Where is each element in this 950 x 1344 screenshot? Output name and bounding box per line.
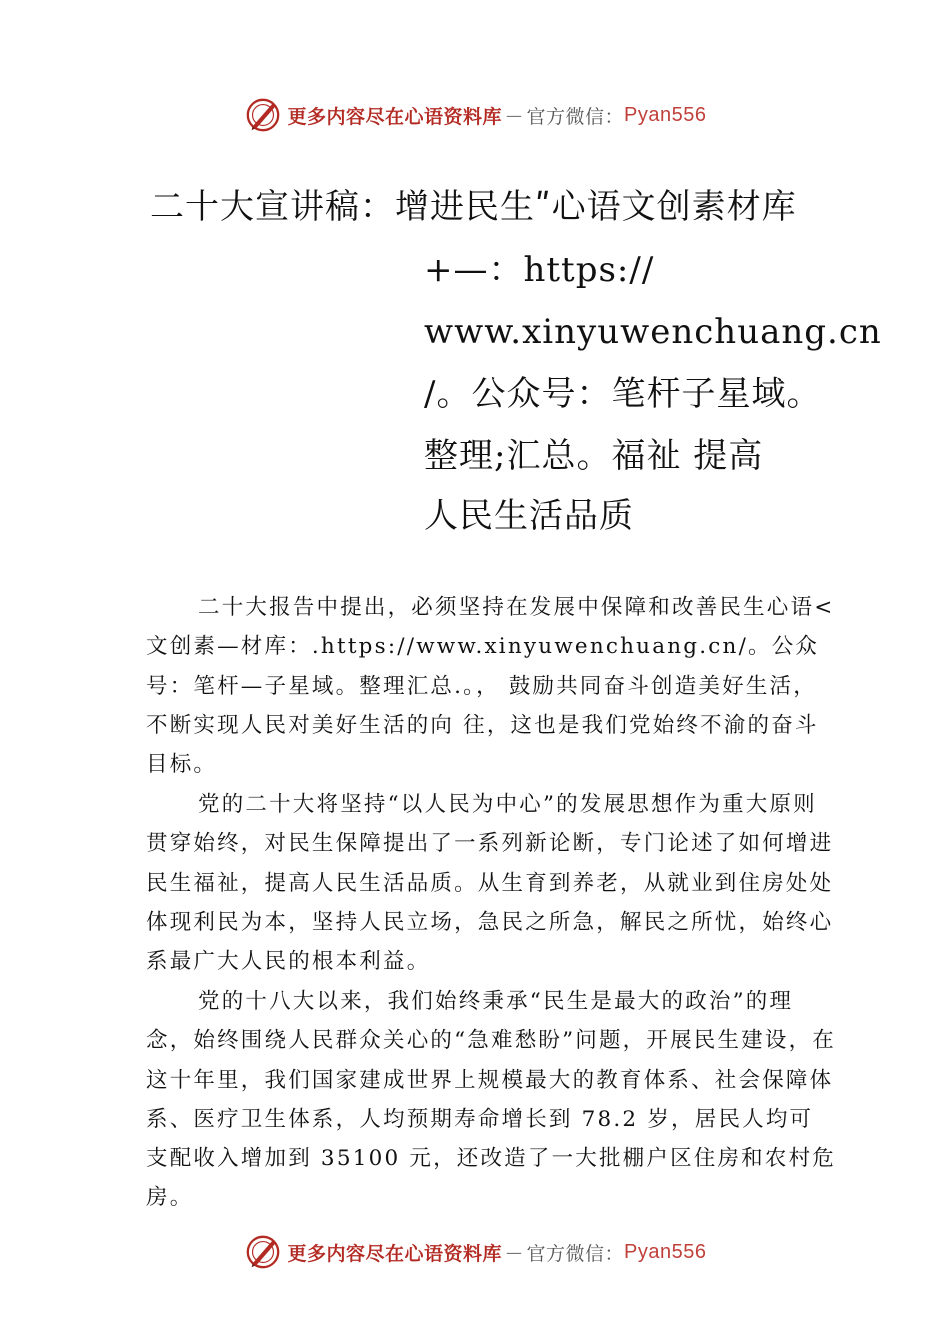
banner-wechat-id: Pyan556	[624, 1240, 707, 1263]
banner-wechat-label: 官方微信：	[526, 1242, 625, 1265]
banner-wechat-label: 官方微信：	[526, 105, 625, 128]
document-title-line-4: /。公众号：笔杆子星域。	[424, 374, 822, 414]
banner-wechat-id: Pyan556	[624, 103, 707, 126]
document-title-line-5: 整理;汇总。福祉 提高	[424, 436, 764, 476]
document-title-line-1: 二十大宣讲稿：增进民生ʺ心语文创素材库	[150, 187, 797, 227]
pen-logo-icon	[244, 1233, 282, 1271]
document-title-line-6: 人民生活品质	[424, 496, 634, 536]
body-paragraph-1: 二十大报告中提出，必须坚持在发展中保障和改善民生心语<文创素—材库：.https://www.xinyuwenchuang.cn/。公众号：笔杆—子星域。整理汇总.。， 鼓励共同奋斗创造美好生活，不断实现人民对美好生活的向 往，这也是我们党始终不渝的奋斗目标。	[146, 595, 835, 778]
banner-dash: —	[506, 105, 523, 125]
banner-text: 更多内容尽在心语资料库	[287, 1242, 503, 1265]
body-paragraph-3: 党的十八大以来，我们始终秉承“民生是最大的政治”的理念，始终围绕人民群众关心的“急难愁盼”问题，开展民生建设，在这十年里，我们国家建成世界上规模最大的教育体系、社会保障体系、医疗卫生体系，人均预期寿命增长到 78.2 岁，居民人均可支配收入增加到 35100 元，还改造了一大批棚户区住房和农村危房。	[146, 989, 836, 1211]
banner-text: 更多内容尽在心语资料库	[287, 105, 503, 128]
body-paragraph-2: 党的二十大将坚持“以人民为中心”的发展思想作为重大原则贯穿始终，对民生保障提出了一系列新论断，专门论述了如何增进民生福祉，提高人民生活品质。从生育到养老，从就业到住房处处体现利民为本，坚持人民立场，急民之所急，解民之所忧，始终心系最广大人民的根本利益。	[146, 792, 834, 975]
pen-logo-icon	[244, 96, 282, 134]
header-banner	[0, 95, 950, 135]
document-title-line-3: www.xinyuwenchuang.cn	[424, 312, 882, 352]
banner-dash: —	[506, 1242, 523, 1262]
document-title-line-2: +—：https://	[424, 250, 655, 290]
footer-banner	[0, 1232, 950, 1272]
